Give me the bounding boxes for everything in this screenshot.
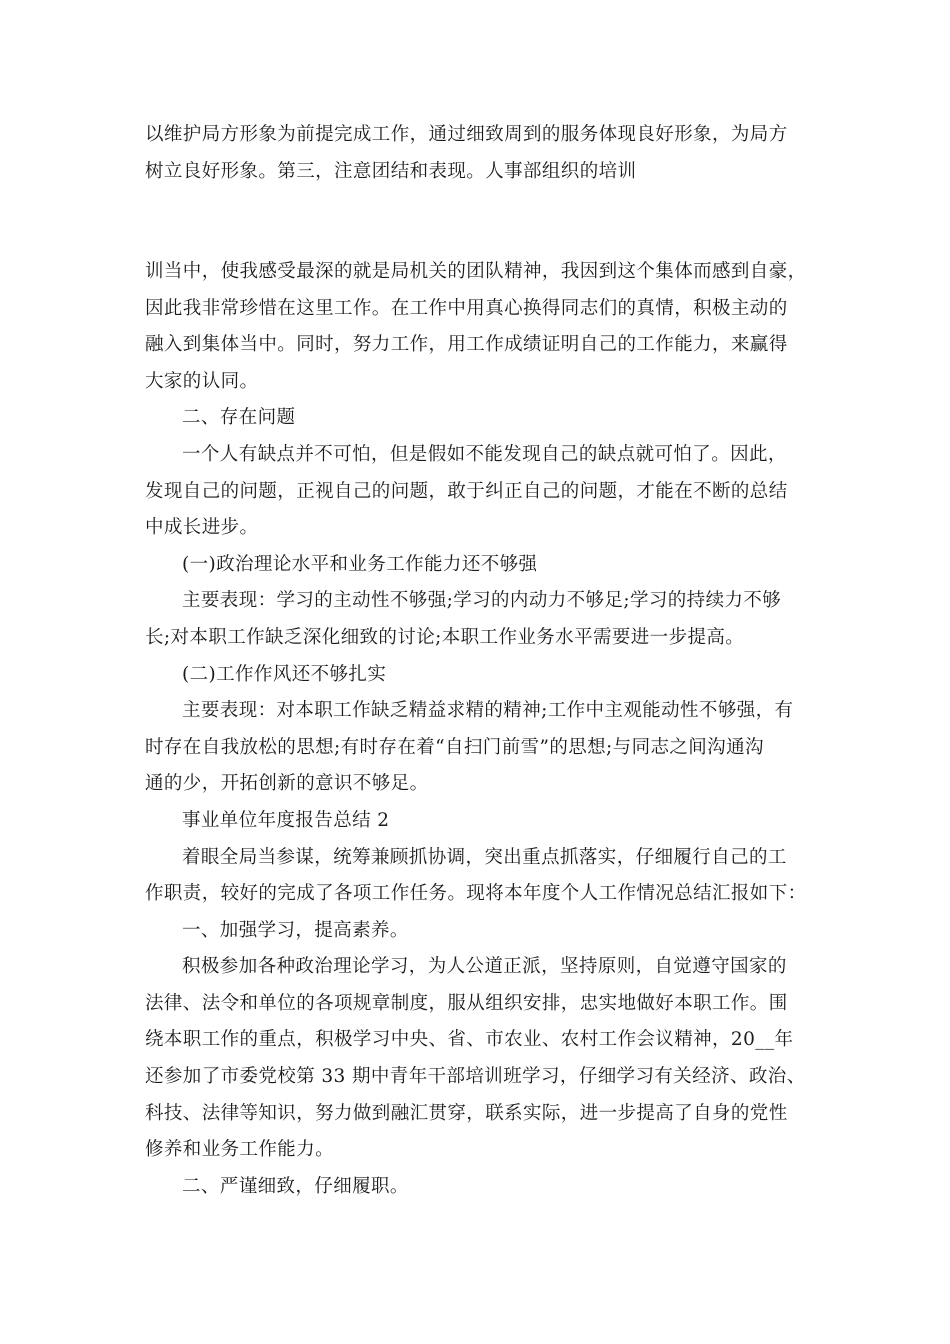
top-paragraph [145,117,805,190]
text-line: 训当中，使我感受最深的就是局机关的团队精神，我因到这个集体而感到自豪， [145,261,807,282]
paragraph-start-line: 一个人有缺点并不可怕，但是假如不能发现自己的缺点就可怕了。因此， [182,443,787,465]
paragraph-start-line: 积极参加各种政治理论学习，为人公道正派，坚持原则，自觉遵守国家的 [182,956,787,978]
text-line: 科技、法律等知识，努力做到融汇贯穿，联系实际，进一步提高了自身的党性 [145,1102,788,1124]
paragraph-start-line: (一)政治理论水平和业务工作能力还不够强 [182,553,538,575]
text-line: 大家的认同。 [145,370,259,392]
text-line: 中成长进步。 [145,517,259,539]
text-line: 时存在自我放松的思想;有时存在着“自扫门前雪”的思想;与同志之间沟通沟 [145,736,764,758]
text-line: 融入到集体当中。同时，努力工作，用工作成绩证明自己的工作能力，来赢得 [145,334,788,356]
text-line: 树立良好形象。第三，注意团结和表现。人事部组织的培训 [145,160,637,182]
paragraph-start-line: 着眼全局当参谋，统筹兼顾抓协调，突出重点抓落实，仔细履行自己的工 [182,846,787,868]
main-body [145,254,805,1205]
text-line: 作职责，较好的完成了各项工作任务。现将本年度个人工作情况总结汇报如下： [145,883,807,905]
paragraph-start-line: 事业单位年度报告总结 2 [182,809,390,831]
text-line: 以维护局方形象为前提完成工作，通过细致周到的服务体现良好形象，为局方 [145,124,788,145]
text-line: 因此我非常珍惜在这里工作。在工作中用真心换得同志们的真情，积极主动的 [145,297,788,319]
text-line: 法律、法令和单位的各项规章制度，服从组织安排，忠实地做好本职工作。围 [145,992,788,1014]
text-line: 修养和业务工作能力。 [145,1139,335,1161]
text-line: 发现自己的问题，正视自己的问题，敢于纠正自己的问题，才能在不断的总结 [145,480,788,502]
paragraph-start-line: 二、存在问题 [182,407,296,429]
paragraph-start-line: 二、严谨细致，仔细履职。 [182,1175,409,1197]
paragraph-start-line: 一、加强学习，提高素养。 [182,919,409,941]
paragraph-start-line: 主要表现：对本职工作缺乏精益求精的精神;工作中主观能动性不够强，有 [182,700,794,722]
paragraph-start-line: 主要表现：学习的主动性不够强;学习的内动力不够足;学习的持续力不够 [182,590,782,612]
text-line: 绕本职工作的重点，积极学习中央、省、市农业、农村工作会议精神，20__年 [145,1029,794,1051]
text-line: 通的少，开拓创新的意识不够足。 [145,773,429,795]
text-line: 长;对本职工作缺乏深化细致的讨论;本职工作业务水平需要进一步提高。 [145,626,745,648]
text-line: 还参加了市委党校第 33 期中青年干部培训班学习，仔细学习有关经济、政治、 [145,1066,806,1088]
paragraph-start-line: (二)工作作风还不够扎实 [182,663,387,685]
